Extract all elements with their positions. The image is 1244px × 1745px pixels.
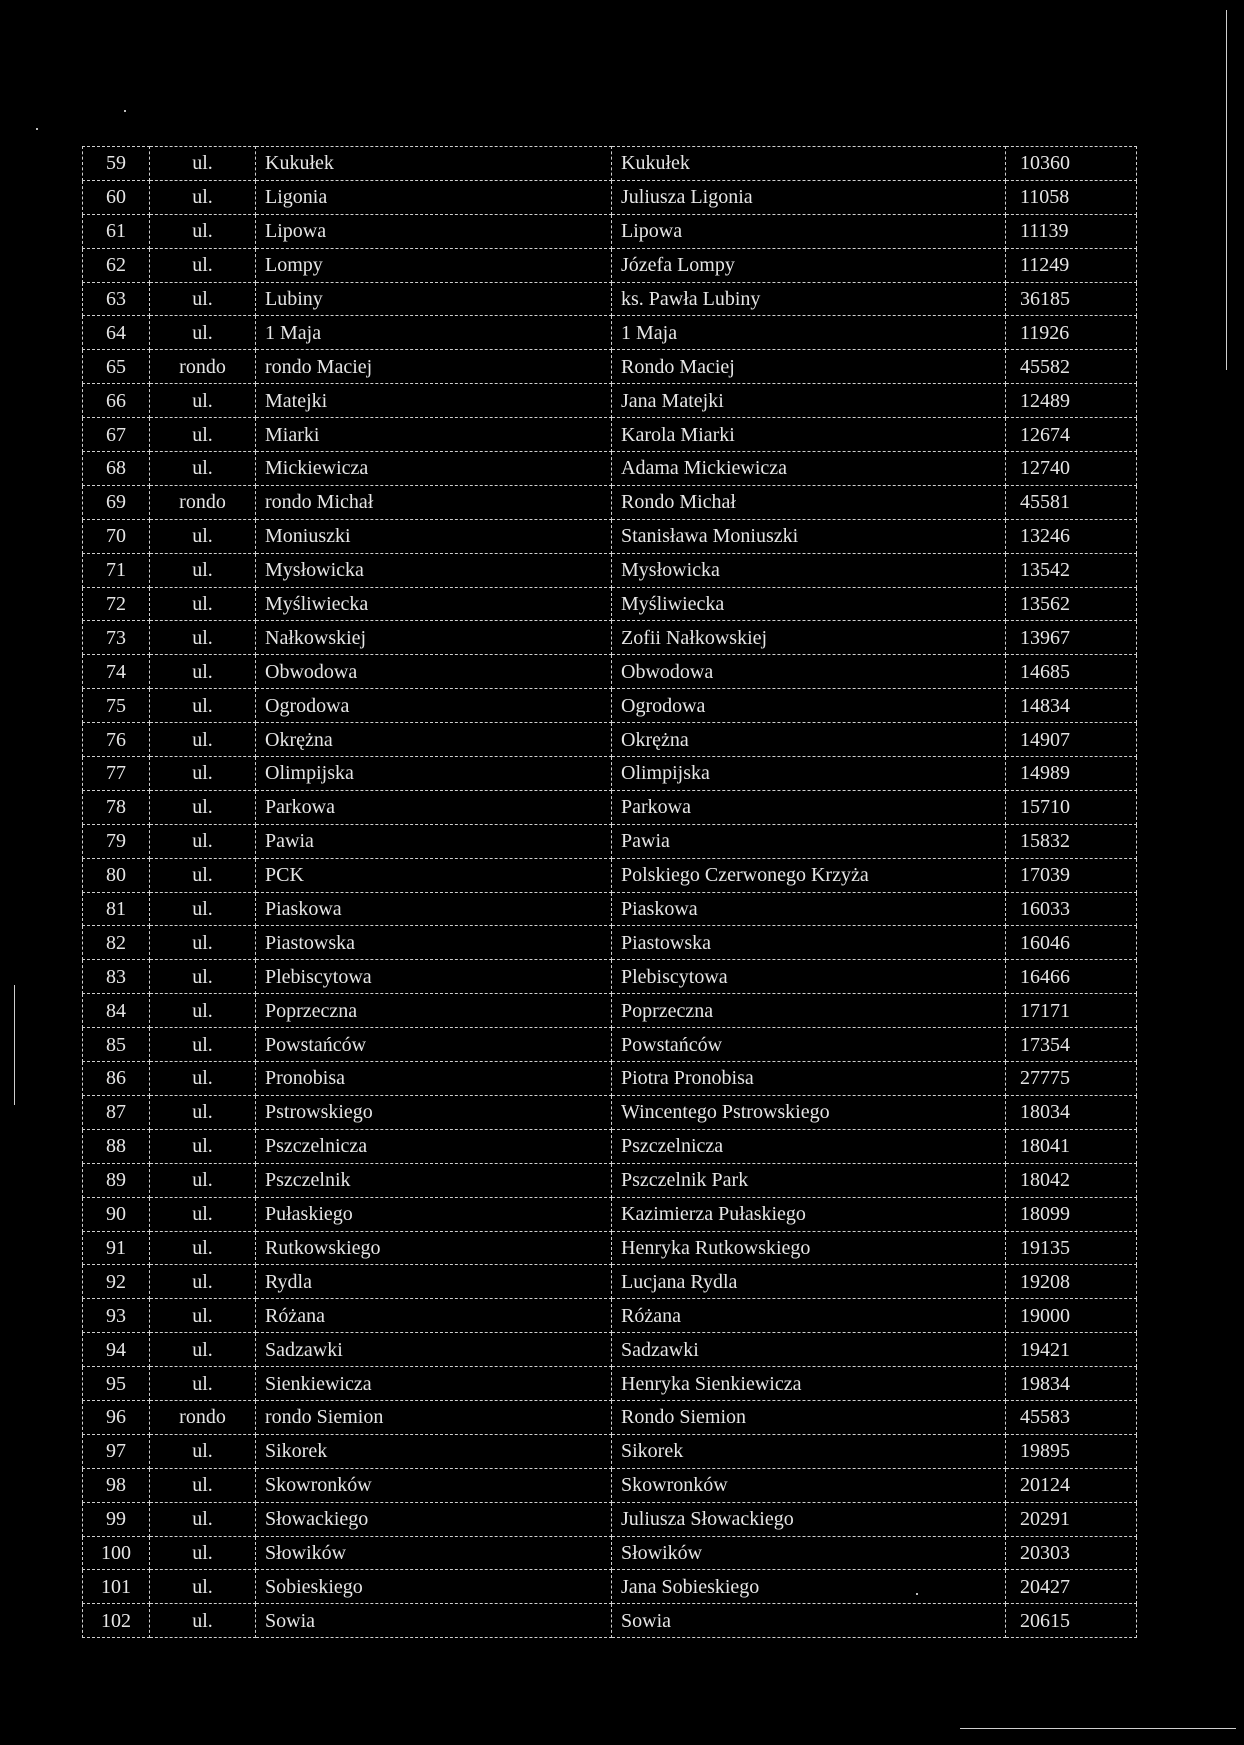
table-row: [83, 689, 1137, 723]
row-number-cell: 59: [83, 147, 150, 181]
street-full-name-cell: Jana Matejki: [612, 384, 1006, 418]
street-short-name-cell: Rydla: [256, 1265, 612, 1299]
street-short-name-cell: Powstańców: [256, 1028, 612, 1062]
table-row: [83, 587, 1137, 621]
street-type-cell: rondo: [150, 485, 256, 519]
street-full-name-cell: Polskiego Czerwonego Krzyża: [612, 858, 1006, 892]
street-type-cell: ul.: [150, 1028, 256, 1062]
street-short-name-cell: Pszczelnicza: [256, 1129, 612, 1163]
table-row: [83, 180, 1137, 214]
street-full-name-cell: Rondo Michał: [612, 485, 1006, 519]
street-short-name-cell: rondo Maciej: [256, 350, 612, 384]
street-short-name-cell: Lompy: [256, 248, 612, 282]
street-type-cell: ul.: [150, 1468, 256, 1502]
street-type-cell: rondo: [150, 350, 256, 384]
street-full-name-cell: Piotra Pronobisa: [612, 1062, 1006, 1096]
street-full-name-cell: ks. Pawła Lubiny: [612, 282, 1006, 316]
street-code-cell: 15832: [1006, 824, 1137, 858]
street-type-cell: ul.: [150, 316, 256, 350]
row-number-cell: 91: [83, 1231, 150, 1265]
street-code-cell: 13542: [1006, 553, 1137, 587]
table-row: [83, 1231, 1137, 1265]
street-short-name-cell: Mickiewicza: [256, 452, 612, 486]
street-full-name-cell: Jana Sobieskiego: [612, 1570, 1006, 1604]
street-code-cell: 10360: [1006, 147, 1137, 181]
street-type-cell: ul.: [150, 960, 256, 994]
table-row: [83, 147, 1137, 181]
street-type-cell: ul.: [150, 1197, 256, 1231]
row-number-cell: 78: [83, 790, 150, 824]
street-full-name-cell: Słowików: [612, 1536, 1006, 1570]
street-type-cell: ul.: [150, 1129, 256, 1163]
street-full-name-cell: Myśliwiecka: [612, 587, 1006, 621]
street-short-name-cell: Pawia: [256, 824, 612, 858]
row-number-cell: 87: [83, 1095, 150, 1129]
street-short-name-cell: Skowronków: [256, 1468, 612, 1502]
street-full-name-cell: Kukułek: [612, 147, 1006, 181]
street-code-cell: 45582: [1006, 350, 1137, 384]
street-code-cell: 18042: [1006, 1163, 1137, 1197]
row-number-cell: 71: [83, 553, 150, 587]
street-full-name-cell: Obwodowa: [612, 655, 1006, 689]
table-row: [83, 282, 1137, 316]
street-code-cell: 19000: [1006, 1299, 1137, 1333]
street-type-cell: ul.: [150, 994, 256, 1028]
street-code-cell: 16466: [1006, 960, 1137, 994]
row-number-cell: 76: [83, 723, 150, 757]
street-short-name-cell: Pronobisa: [256, 1062, 612, 1096]
table-row: [83, 1265, 1137, 1299]
street-code-cell: 11139: [1006, 214, 1137, 248]
street-full-name-cell: Sadzawki: [612, 1333, 1006, 1367]
table-row: [83, 452, 1137, 486]
street-short-name-cell: Sikorek: [256, 1434, 612, 1468]
table-row: [83, 1604, 1137, 1638]
table-row: [83, 926, 1137, 960]
street-type-cell: ul.: [150, 1333, 256, 1367]
row-number-cell: 86: [83, 1062, 150, 1096]
street-short-name-cell: Okrężna: [256, 723, 612, 757]
street-short-name-cell: 1 Maja: [256, 316, 612, 350]
table-row: [83, 350, 1137, 384]
street-full-name-cell: Plebiscytowa: [612, 960, 1006, 994]
street-short-name-cell: Kukułek: [256, 147, 612, 181]
street-full-name-cell: Lucjana Rydla: [612, 1265, 1006, 1299]
street-full-name-cell: Juliusza Ligonia: [612, 180, 1006, 214]
table-row: [83, 1129, 1137, 1163]
street-short-name-cell: Sobieskiego: [256, 1570, 612, 1604]
table-row: [83, 1028, 1137, 1062]
street-full-name-cell: Sowia: [612, 1604, 1006, 1638]
street-type-cell: ul.: [150, 655, 256, 689]
street-full-name-cell: Pszczelnicza: [612, 1129, 1006, 1163]
street-short-name-cell: Różana: [256, 1299, 612, 1333]
street-code-cell: 15710: [1006, 790, 1137, 824]
street-code-cell: 17039: [1006, 858, 1137, 892]
street-short-name-cell: Matejki: [256, 384, 612, 418]
street-type-cell: ul.: [150, 1502, 256, 1536]
street-full-name-cell: Okrężna: [612, 723, 1006, 757]
row-number-cell: 64: [83, 316, 150, 350]
row-number-cell: 74: [83, 655, 150, 689]
street-full-name-cell: Pszczelnik Park: [612, 1163, 1006, 1197]
row-number-cell: 72: [83, 587, 150, 621]
scan-edge-line: [14, 985, 15, 1105]
street-code-cell: 11058: [1006, 180, 1137, 214]
street-full-name-cell: Pawia: [612, 824, 1006, 858]
street-short-name-cell: Piaskowa: [256, 892, 612, 926]
street-short-name-cell: rondo Michał: [256, 485, 612, 519]
table-row: [83, 892, 1137, 926]
street-code-cell: 19834: [1006, 1367, 1137, 1401]
row-number-cell: 90: [83, 1197, 150, 1231]
street-code-cell: 12489: [1006, 384, 1137, 418]
scan-edge-line: [1226, 10, 1227, 370]
street-full-name-cell: Henryka Rutkowskiego: [612, 1231, 1006, 1265]
street-type-cell: ul.: [150, 587, 256, 621]
row-number-cell: 63: [83, 282, 150, 316]
table-row: [83, 723, 1137, 757]
street-type-cell: ul.: [150, 790, 256, 824]
street-code-cell: 18099: [1006, 1197, 1137, 1231]
table-row: [83, 1333, 1137, 1367]
street-type-cell: ul.: [150, 689, 256, 723]
row-number-cell: 79: [83, 824, 150, 858]
row-number-cell: 66: [83, 384, 150, 418]
row-number-cell: 68: [83, 452, 150, 486]
street-short-name-cell: Sadzawki: [256, 1333, 612, 1367]
street-type-cell: ul.: [150, 1231, 256, 1265]
street-type-cell: rondo: [150, 1400, 256, 1434]
street-full-name-cell: Mysłowicka: [612, 553, 1006, 587]
street-code-cell: 16033: [1006, 892, 1137, 926]
table-row: [83, 1367, 1137, 1401]
street-type-cell: ul.: [150, 1604, 256, 1638]
street-code-cell: 14989: [1006, 757, 1137, 791]
street-code-cell: 17354: [1006, 1028, 1137, 1062]
scan-speck: [36, 128, 38, 130]
table-row: [83, 960, 1137, 994]
street-type-cell: ul.: [150, 1536, 256, 1570]
street-code-cell: 36185: [1006, 282, 1137, 316]
street-type-cell: ul.: [150, 824, 256, 858]
row-number-cell: 101: [83, 1570, 150, 1604]
street-full-name-cell: Juliusza Słowackiego: [612, 1502, 1006, 1536]
street-short-name-cell: Obwodowa: [256, 655, 612, 689]
street-code-cell: 19895: [1006, 1434, 1137, 1468]
street-code-cell: 13246: [1006, 519, 1137, 553]
street-full-name-cell: Kazimierza Pułaskiego: [612, 1197, 1006, 1231]
street-code-cell: 20291: [1006, 1502, 1137, 1536]
row-number-cell: 69: [83, 485, 150, 519]
table-row: [83, 757, 1137, 791]
street-short-name-cell: Lubiny: [256, 282, 612, 316]
street-type-cell: ul.: [150, 519, 256, 553]
street-short-name-cell: Ligonia: [256, 180, 612, 214]
street-type-cell: ul.: [150, 926, 256, 960]
street-short-name-cell: Nałkowskiej: [256, 621, 612, 655]
street-full-name-cell: Adama Mickiewicza: [612, 452, 1006, 486]
street-type-cell: ul.: [150, 180, 256, 214]
street-type-cell: ul.: [150, 147, 256, 181]
table-row: [83, 553, 1137, 587]
street-short-name-cell: Plebiscytowa: [256, 960, 612, 994]
street-code-cell: 16046: [1006, 926, 1137, 960]
street-type-cell: ul.: [150, 418, 256, 452]
street-type-cell: ul.: [150, 1299, 256, 1333]
row-number-cell: 100: [83, 1536, 150, 1570]
street-full-name-cell: Stanisława Moniuszki: [612, 519, 1006, 553]
table-row: [83, 1062, 1137, 1096]
table-row: [83, 824, 1137, 858]
street-short-name-cell: Olimpijska: [256, 757, 612, 791]
street-code-cell: 19135: [1006, 1231, 1137, 1265]
row-number-cell: 84: [83, 994, 150, 1028]
row-number-cell: 77: [83, 757, 150, 791]
row-number-cell: 60: [83, 180, 150, 214]
row-number-cell: 93: [83, 1299, 150, 1333]
table-row: [83, 248, 1137, 282]
row-number-cell: 75: [83, 689, 150, 723]
street-code-cell: 13562: [1006, 587, 1137, 621]
street-register-table: [82, 146, 1137, 1638]
street-full-name-cell: Skowronków: [612, 1468, 1006, 1502]
street-type-cell: ul.: [150, 1367, 256, 1401]
street-code-cell: 20124: [1006, 1468, 1137, 1502]
street-short-name-cell: PCK: [256, 858, 612, 892]
row-number-cell: 97: [83, 1434, 150, 1468]
street-full-name-cell: Lipowa: [612, 214, 1006, 248]
street-short-name-cell: Moniuszki: [256, 519, 612, 553]
street-full-name-cell: Sikorek: [612, 1434, 1006, 1468]
street-type-cell: ul.: [150, 1163, 256, 1197]
street-type-cell: ul.: [150, 723, 256, 757]
street-full-name-cell: Wincentego Pstrowskiego: [612, 1095, 1006, 1129]
street-code-cell: 20615: [1006, 1604, 1137, 1638]
table-row: [83, 384, 1137, 418]
street-full-name-cell: Henryka Sienkiewicza: [612, 1367, 1006, 1401]
table-row: [83, 1502, 1137, 1536]
street-code-cell: 12674: [1006, 418, 1137, 452]
street-short-name-cell: Pstrowskiego: [256, 1095, 612, 1129]
table-row: [83, 485, 1137, 519]
row-number-cell: 61: [83, 214, 150, 248]
street-short-name-cell: Sienkiewicza: [256, 1367, 612, 1401]
street-code-cell: 14834: [1006, 689, 1137, 723]
street-type-cell: ul.: [150, 1570, 256, 1604]
street-short-name-cell: Myśliwiecka: [256, 587, 612, 621]
table-row: [83, 418, 1137, 452]
street-full-name-cell: Piaskowa: [612, 892, 1006, 926]
street-full-name-cell: Poprzeczna: [612, 994, 1006, 1028]
table-row: [83, 858, 1137, 892]
street-short-name-cell: Sowia: [256, 1604, 612, 1638]
street-code-cell: 12740: [1006, 452, 1137, 486]
street-code-cell: 20303: [1006, 1536, 1137, 1570]
row-number-cell: 85: [83, 1028, 150, 1062]
street-short-name-cell: Poprzeczna: [256, 994, 612, 1028]
row-number-cell: 92: [83, 1265, 150, 1299]
street-short-name-cell: Rutkowskiego: [256, 1231, 612, 1265]
table-row: [83, 1095, 1137, 1129]
table-row: [83, 1197, 1137, 1231]
street-type-cell: ul.: [150, 452, 256, 486]
street-code-cell: 14685: [1006, 655, 1137, 689]
street-code-cell: 14907: [1006, 723, 1137, 757]
street-code-cell: 19421: [1006, 1333, 1137, 1367]
table-row: [83, 1163, 1137, 1197]
street-code-cell: 45581: [1006, 485, 1137, 519]
table-row: [83, 1468, 1137, 1502]
street-full-name-cell: 1 Maja: [612, 316, 1006, 350]
street-type-cell: ul.: [150, 248, 256, 282]
row-number-cell: 67: [83, 418, 150, 452]
scan-speck: [124, 110, 126, 112]
street-short-name-cell: Słowackiego: [256, 1502, 612, 1536]
table-row: [83, 790, 1137, 824]
street-type-cell: ul.: [150, 858, 256, 892]
table-row: [83, 316, 1137, 350]
row-number-cell: 99: [83, 1502, 150, 1536]
street-short-name-cell: Pszczelnik: [256, 1163, 612, 1197]
street-short-name-cell: Pułaskiego: [256, 1197, 612, 1231]
street-type-cell: ul.: [150, 1095, 256, 1129]
street-short-name-cell: Miarki: [256, 418, 612, 452]
row-number-cell: 102: [83, 1604, 150, 1638]
row-number-cell: 88: [83, 1129, 150, 1163]
table-row: [83, 655, 1137, 689]
row-number-cell: 96: [83, 1400, 150, 1434]
row-number-cell: 81: [83, 892, 150, 926]
table-row: [83, 519, 1137, 553]
row-number-cell: 73: [83, 621, 150, 655]
row-number-cell: 80: [83, 858, 150, 892]
street-code-cell: 20427: [1006, 1570, 1137, 1604]
scan-edge-line: [960, 1728, 1236, 1729]
street-full-name-cell: Rondo Maciej: [612, 350, 1006, 384]
street-type-cell: ul.: [150, 621, 256, 655]
row-number-cell: 70: [83, 519, 150, 553]
row-number-cell: 94: [83, 1333, 150, 1367]
street-type-cell: ul.: [150, 1265, 256, 1299]
street-rows: [83, 147, 1137, 1638]
street-type-cell: ul.: [150, 214, 256, 248]
table-row: [83, 1570, 1137, 1604]
street-short-name-cell: Ogrodowa: [256, 689, 612, 723]
row-number-cell: 98: [83, 1468, 150, 1502]
street-code-cell: 17171: [1006, 994, 1137, 1028]
street-code-cell: 13967: [1006, 621, 1137, 655]
table-row: [83, 1536, 1137, 1570]
row-number-cell: 95: [83, 1367, 150, 1401]
street-type-cell: ul.: [150, 384, 256, 418]
street-code-cell: 11249: [1006, 248, 1137, 282]
street-type-cell: ul.: [150, 757, 256, 791]
street-full-name-cell: Piastowska: [612, 926, 1006, 960]
street-full-name-cell: Ogrodowa: [612, 689, 1006, 723]
street-short-name-cell: Lipowa: [256, 214, 612, 248]
street-full-name-cell: Zofii Nałkowskiej: [612, 621, 1006, 655]
street-full-name-cell: Różana: [612, 1299, 1006, 1333]
street-full-name-cell: Karola Miarki: [612, 418, 1006, 452]
table-row: [83, 1434, 1137, 1468]
street-full-name-cell: Rondo Siemion: [612, 1400, 1006, 1434]
street-full-name-cell: Olimpijska: [612, 757, 1006, 791]
street-full-name-cell: Parkowa: [612, 790, 1006, 824]
table-row: [83, 994, 1137, 1028]
street-type-cell: ul.: [150, 1062, 256, 1096]
street-code-cell: 45583: [1006, 1400, 1137, 1434]
row-number-cell: 83: [83, 960, 150, 994]
street-short-name-cell: Piastowska: [256, 926, 612, 960]
street-short-name-cell: Mysłowicka: [256, 553, 612, 587]
street-code-cell: 19208: [1006, 1265, 1137, 1299]
table-row: [83, 1299, 1137, 1333]
street-type-cell: ul.: [150, 553, 256, 587]
street-short-name-cell: Parkowa: [256, 790, 612, 824]
street-full-name-cell: Józefa Lompy: [612, 248, 1006, 282]
table-row: [83, 621, 1137, 655]
street-type-cell: ul.: [150, 1434, 256, 1468]
street-short-name-cell: Słowików: [256, 1536, 612, 1570]
street-type-cell: ul.: [150, 892, 256, 926]
street-code-cell: 18034: [1006, 1095, 1137, 1129]
street-code-cell: 11926: [1006, 316, 1137, 350]
row-number-cell: 82: [83, 926, 150, 960]
table-row: [83, 214, 1137, 248]
street-full-name-cell: Powstańców: [612, 1028, 1006, 1062]
street-code-cell: 18041: [1006, 1129, 1137, 1163]
row-number-cell: 65: [83, 350, 150, 384]
table-row: [83, 1400, 1137, 1434]
street-code-cell: 27775: [1006, 1062, 1137, 1096]
row-number-cell: 89: [83, 1163, 150, 1197]
street-type-cell: ul.: [150, 282, 256, 316]
street-short-name-cell: rondo Siemion: [256, 1400, 612, 1434]
row-number-cell: 62: [83, 248, 150, 282]
